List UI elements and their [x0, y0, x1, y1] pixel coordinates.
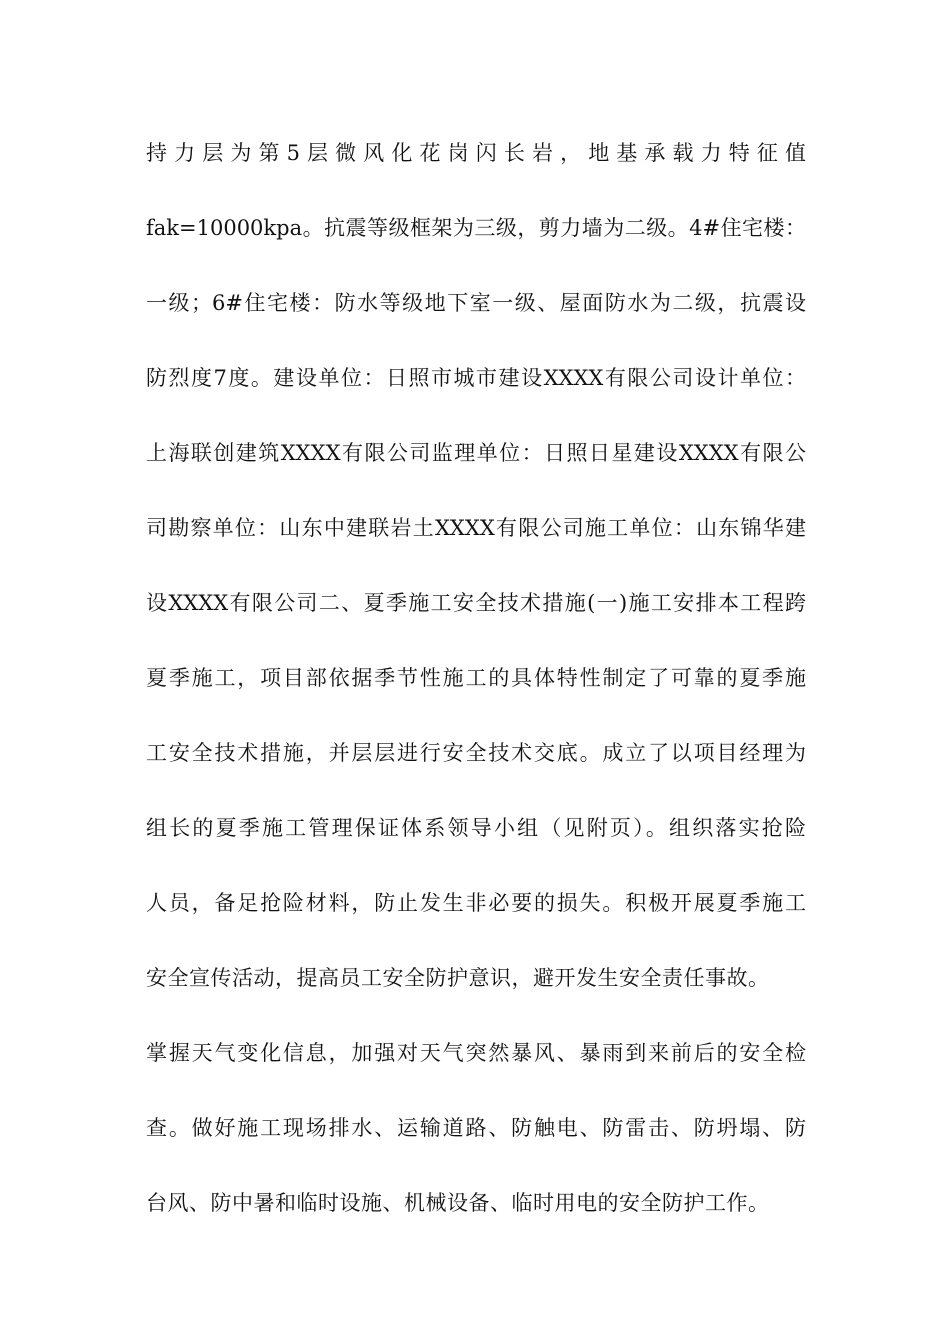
text-line: 司勘察单位：山东中建联岩土XXXX有限公司施工单位：山东锦华建	[146, 516, 806, 540]
text-line: 台风、防中暑和临时设施、机械设备、临时用电的安全防护工作。	[146, 1191, 770, 1215]
text-line: 人员，备足抢险材料，防止发生非必要的损失。积极开展夏季施工	[146, 891, 806, 915]
text-line: 上海联创建筑XXXX有限公司监理单位：日照日星建设XXXX有限公	[146, 441, 806, 465]
text-line: 夏季施工，项目部依据季节性施工的具体特性制定了可靠的夏季施	[146, 666, 806, 690]
text-line: fak=10000kpa。抗震等级框架为三级，剪力墙为二级。4#住宅楼：	[146, 216, 806, 240]
text-line: 安全宣传活动，提高员工安全防护意识，避开发生安全责任事故。	[146, 966, 770, 990]
text-line: 工安全技术措施，并层层进行安全技术交底。成立了以项目经理为	[146, 741, 806, 765]
text-line: 防烈度7度。建设单位：日照市城市建设XXXX有限公司设计单位：	[146, 366, 806, 390]
text-line: 持力层为第5层微风化花岗闪长岩，地基承载力特征值	[146, 141, 806, 165]
text-line: 掌握天气变化信息，加强对天气突然暴风、暴雨到来前后的安全检	[146, 1041, 806, 1065]
text-line: 一级；6#住宅楼：防水等级地下室一级、屋面防水为二级，抗震设	[146, 291, 806, 315]
text-line: 组长的夏季施工管理保证体系领导小组（见附页）。组织落实抢险	[146, 816, 806, 840]
body-text	[146, 130, 806, 1255]
text-line: 设XXXX有限公司二、夏季施工安全技术措施(一)施工安排本工程跨	[146, 591, 806, 615]
text-line: 查。做好施工现场排水、运输道路、防触电、防雷击、防坍塌、防	[146, 1116, 806, 1140]
